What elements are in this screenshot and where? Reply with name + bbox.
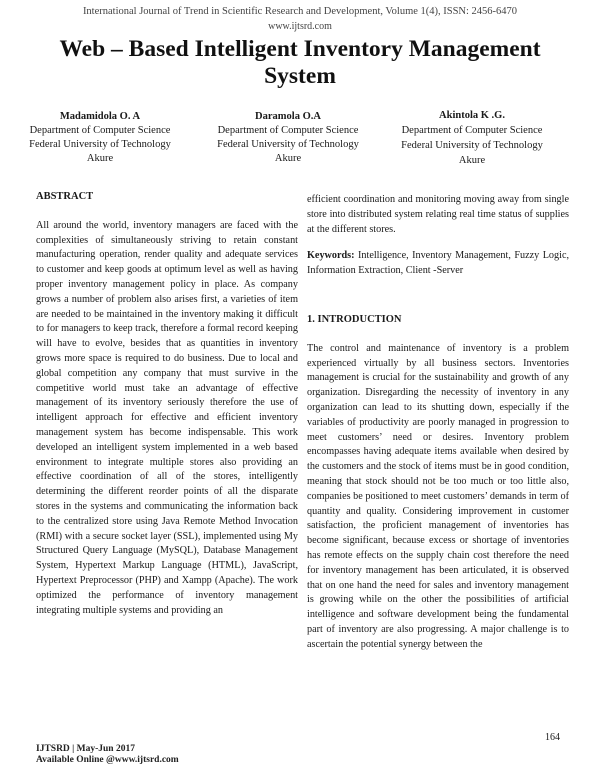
paper-title: Web – Based Intelligent Inventory Management System: [59, 36, 541, 89]
author-dept: Department of Computer Science: [401, 125, 543, 136]
journal-url: www.ijtsrd.com: [268, 21, 332, 32]
author-dept: Department of Computer Science: [217, 125, 359, 136]
author-city: Akure: [86, 153, 114, 164]
author-name: Akintola K .G.: [439, 110, 505, 121]
footer: [36, 744, 179, 766]
journal-header: International Journal of Trend in Scientific Research and Development, Volume 1(4), ISSN: 2456-6470: [82, 6, 518, 17]
author-block-1: [5, 110, 195, 166]
footer-online: Available Online @www.ijtsrd.com: [36, 755, 179, 765]
footer-issue: IJTSRD | May-Jun 2017: [36, 744, 135, 754]
right-column: [307, 193, 569, 653]
author-city: Akure: [274, 153, 302, 164]
keywords-text: Intelligence, Inventory Management, Fuzzy Logic, Information Extraction, Client -Server: [307, 250, 570, 277]
author-city: Akure: [458, 155, 486, 166]
introduction-heading: 1. INTRODUCTION: [307, 313, 402, 325]
author-name: Madamidola O. A: [59, 111, 141, 122]
keywords: [307, 249, 569, 279]
author-dept: Department of Computer Science: [29, 125, 171, 136]
author-univ: Federal University of Technology: [29, 139, 171, 150]
author-univ: Federal University of Technology: [217, 139, 359, 150]
author-block-3: [372, 108, 572, 168]
author-univ: Federal University of Technology: [401, 140, 543, 151]
left-column: [36, 190, 298, 618]
abstract-text: All around the world, inventory managers are faced with the complexities of simultaneously striving to retain constant manufacturing operation, render quality and adequate services to customer and keep goods at optimum level as well as having proper inventory management policy in place. As company grows a number of problem also arises first, a varieties of item are needed to be maintained in the inventory making it difficult to for managers to keep track, therefore a formal record keeping will have to evolve, besides that as quantities in inventory grows more space is required to do business. Due to local and global competition any company that must survive in the competitive world must take an advantage of effective management of its inventory seriously therefore the use of intelligent approach for effective and efficient inventory management system has become indispensable. This work developed an intelligent system implemented in a web based environment to integrate multiple stores also providing an effective coordination of all of the stores, intelligently determining the different reorder points of all the disparate stores in the systems and communicating the information back to the centralized store using Java Remote Method Invocation (RMI) with a secure socket layer (SSL), implemented using My Structured Query Language (MySQL), Database Management System, Hypertext Markup Language (HTML), JavaScript, Hypertext Preprocessor (PHP) and Xampp (Apache). The work optimized the performance of inventory management integrating multiple systems and providing an: [36, 219, 298, 616]
keywords-label: Keywords:: [307, 250, 355, 262]
author-name: Daramola O.A: [255, 111, 321, 122]
introduction-text: The control and maintenance of inventory is a problem experienced virtually by all business sectors. Inventories management is crucial for the sustainability and growth of any organization. Disregarding the necessity of inventory in any organization can lead to its shutting down, especially if the variables of productivity are poorly managed in progression to meet customers’ need or desires. Inventory problem encompasses having adequate items available when desired by the customers and the stock of items must be in good condition, meaning that stock should not be too much or too little also, companies be positioned to meet customers’ demands in term of quantity and quality. Considering improvement in customer satisfaction, the proficient management of inventories has become significant, because excess or shortage of inventories has remote effects on the supply chain cost therefore the need for inventory management has been articulated, it is observed that on one hand the need for sales and inventory management is growing while on the other the possibilities of artificial intelligence and software development being the fundamental part of inventory are also progressing. A major challenge is to ascertain the potential synergy between the: [307, 342, 569, 650]
author-block-2: [193, 110, 383, 166]
abstract-continuation: efficient coordination and monitoring moving away from single store into distributed system relating real time status of supplies at the different stores.: [307, 194, 569, 235]
abstract-heading: ABSTRACT: [36, 191, 94, 202]
page-number: 164: [545, 732, 560, 743]
